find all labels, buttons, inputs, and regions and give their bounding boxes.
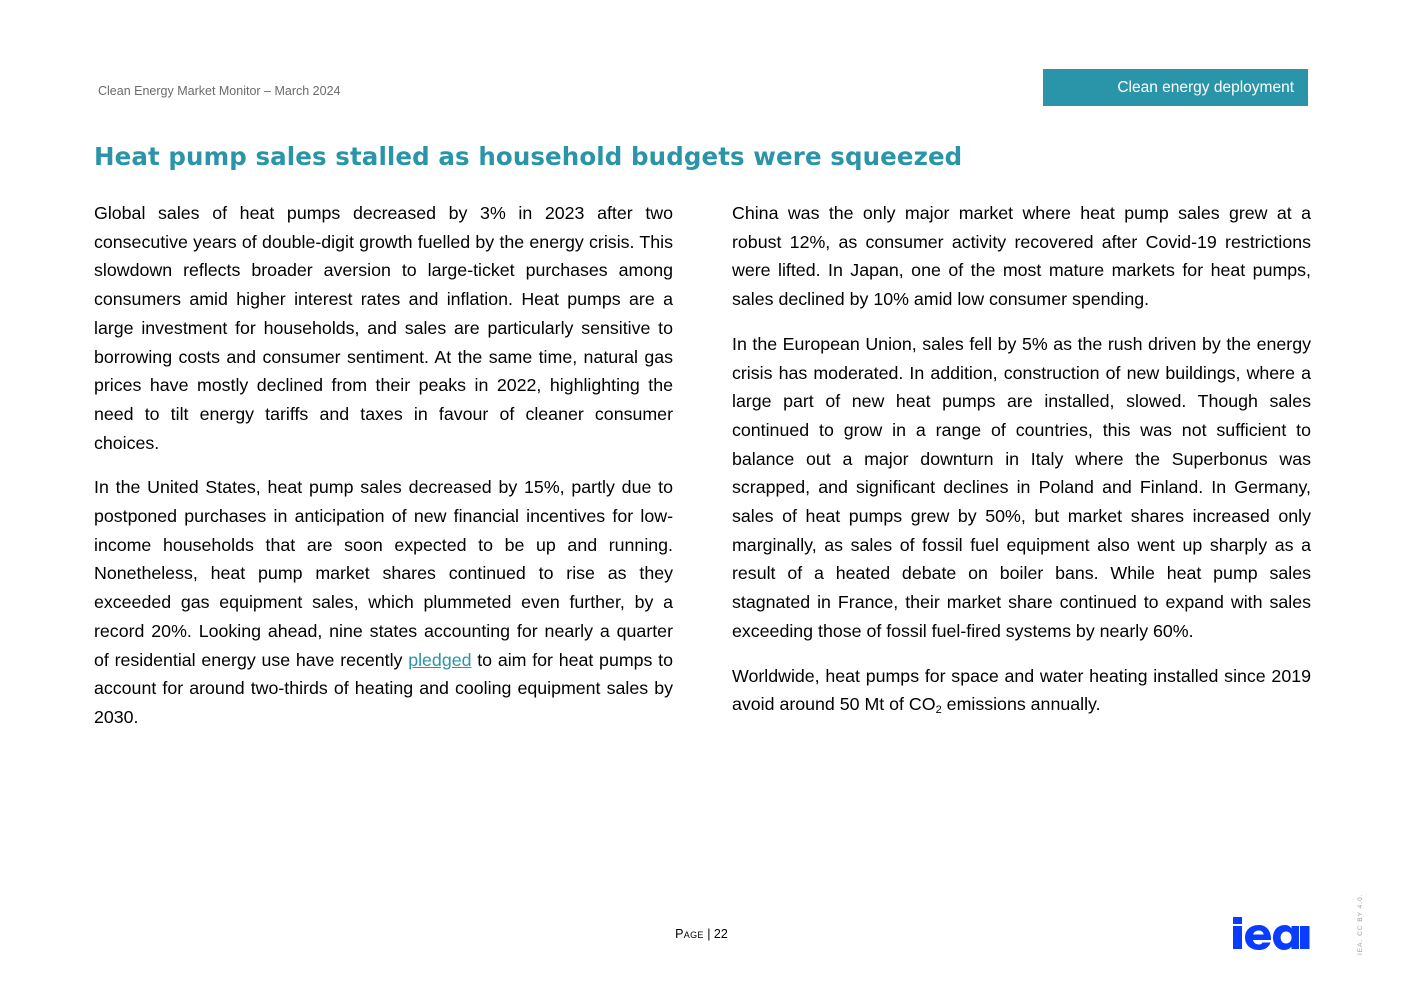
left-column	[94, 199, 673, 748]
logo-e	[1245, 925, 1271, 950]
paragraph-worldwide	[732, 662, 1311, 719]
us-text-before-link: In the United States, heat pump sales decreased by 15%, partly due to postponed purchases in anticipation of new financial incentives for low-income households that are soon expected to be up and running. Nonetheless, heat pump market shares continued to rise as they exceeded gas equipment sales, which plummeted even further, by a record 20%. Looking ahead, nine states accounting for nearly a quarter of residential energy use have recently	[94, 477, 673, 670]
worldwide-text-before-sub: Worldwide, heat pumps for space and water heating installed since 2019 avoid around 50 Mt of CO	[732, 665, 1311, 715]
logo-a-bar	[1300, 926, 1310, 949]
logo-i-stem	[1233, 926, 1242, 949]
paragraph-global-sales: Global sales of heat pumps decreased by 3% in 2023 after two consecutive years of double-digit growth fuelled by the energy crisis. This slowdown reflects broader aversion to large-ticket purchases among consumers amid higher interest rates and inflation. Heat pumps are a large investment for households, and sales are particularly sensitive to borrowing costs and consumer sentiment. At the same time, natural gas prices have mostly declined from their peaks in 2022, highlighting the need to tilt energy tariffs and taxes in favour of cleaner consumer choices.	[94, 203, 673, 453]
section-tab-label: Clean energy deployment	[1117, 78, 1294, 96]
section-tab	[1043, 69, 1308, 106]
report-title: Clean Energy Market Monitor – March 2024	[98, 84, 341, 98]
us-text-after-link: to aim for heat pumps to account for around two-thirds of heating and cooling equipment sales by 2030.	[94, 649, 673, 727]
page-label: Page	[675, 927, 704, 941]
paragraph-china-japan: China was the only major market where heat pump sales grew at a robust 12%, as consumer activity recovered after Covid-19 restrictions were lifted. In Japan, one of the most mature markets for heat pumps, sales declined by 10% amid low consumer spending.	[732, 203, 1311, 310]
iea-logo	[1233, 915, 1310, 951]
co2-subscript: 2	[935, 704, 942, 717]
iea-logo-icon	[1233, 915, 1310, 951]
pledged-link[interactable]: pledged	[408, 649, 472, 670]
page-footer	[0, 927, 1403, 941]
paragraph-united-states	[94, 473, 673, 731]
right-column	[732, 199, 1311, 735]
page-heading: Heat pump sales stalled as household budgets were squeezed	[94, 142, 963, 171]
page-separator: |	[703, 927, 714, 941]
worldwide-text-after-sub: emissions annually.	[941, 694, 1101, 715]
logo-i-dot	[1233, 917, 1242, 924]
paragraph-european-union: In the European Union, sales fell by 5% as the rush driven by the energy crisis has moderated. In addition, construction of new buildings, where a large part of new heat pumps are installed, slowed. Though sales continued to grow in a range of countries, this was not sufficient to balance out a major downturn in Italy where the Superbonus was scrapped, and significant declines in Poland and Finland. In Germany, sales of heat pumps grew by 50%, but market shares increased only marginally, as sales of fossil fuel equipment also went up sharply as a result of a heated debate on boiler bans. While heat pump sales stagnated in France, their market share continued to expand with sales exceeding those of fossil fuel-fired systems by nearly 60%.	[732, 333, 1311, 641]
page-number: 22	[713, 927, 728, 941]
logo-a	[1273, 925, 1299, 950]
license-note: IEA. CC BY 4.0.	[1357, 893, 1364, 955]
